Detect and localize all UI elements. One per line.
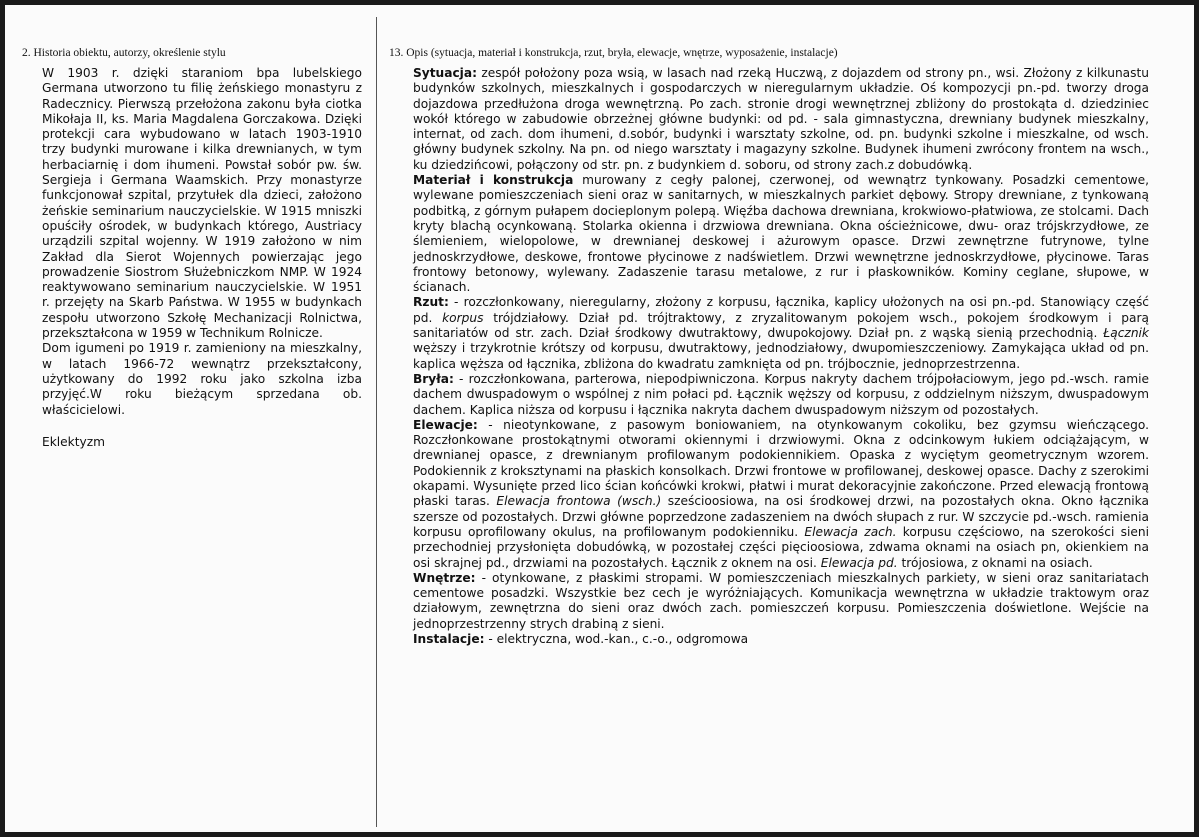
history-paragraph-2: Dom igumeni po 1919 r. zamieniony na mieszkalny, w latach 1966-72 wewnątrz przekształcony, użytkowany do 1992 roku jako szkolna izba przyjęć.W roku bieżącym sprzedana ob. właścicielowi. xyxy=(42,341,362,417)
wnetrze-paragraph xyxy=(413,571,1149,632)
elewacje-text-4: trójosiowa, z oknami na osiach. xyxy=(897,555,1093,570)
elewacje-text-3: korpusu częściowo, na szerokości sieni przechodniej przysłonięta dobudówką, w pozostałej części pięcioosiowa, zdwama oknami na osiach pn, okienkiem na osi skrajnej pd., drzwiami na pozostałych. Łącznik z oknem na osi. xyxy=(413,524,1150,570)
sytuacja-text: zespół położony poza wsią, w lasach nad rzeką Huczwą, z dojazdem od strony pn., wsi. Złożony z kilkunastu budynków szkolnych, mieszkalnych i gospodarczych w nieregularnym układzie. Oś kompozycji pn.-pd. tworzy droga dojazdowa przedłużona droga wewnętrzną. Po zach. stronie drogi wewnętrznej zbliżony do prostokąta d. dziedziniec wokół którego w zabudowie obrzeżnej główne budynki: od pd. - sala gimnastyczna, drewniany budynek mieszkalny, internat, od zach. dom ihumeni, d.sobór, budynki i warsztaty szkolne, od. pn. budynki szkolne i mieszkalne, od wsch. główny budynek szkolny. Na pn. od niego warsztaty i magazyny szkolne. Budynek ihumeni zwrócony frontem na wsch., ku dziedzińcowi, połączony od str. pn. z budynkiem d. soboru, od strony zach.z dobudówką. xyxy=(413,66,1149,172)
section-2-title: 2. Historia obiektu, autorzy, określenie stylu xyxy=(22,47,226,59)
rzut-paragraph xyxy=(413,295,1149,371)
wnetrze-text: - otynkowane, z płaskimi stropami. W pomieszczeniach mieszkalnych parkiety, w sieni oraz sanitariatach cementowe posadzki. Wszystkie bez cech je wyróżniających. Komunikacja wewnętrzna w układzie traktowym oraz działowym, zewnętrzna do sieni oraz dwóch zach. pomieszczeń korpusu. Pomieszczenia doświetlone. Wejście na jednoprzestrzenny strych drabiną z sieni. xyxy=(413,570,1149,631)
history-paragraph: W 1903 r. dzięki staraniom bpa lubelskiego Germana utworzono tu filię żeńskiego monastyru z Radecznicy. Pierwszą przełożona zakonu była ciotka Mikołaja II, ks. Maria Magdalena Gorczakowa. Dzięki protekcji cara wybudowano w latach 1903-1910 trzy budynki murowane i kilka drewnianych, w tym herbaciarnię i dom ihumeni. Powstał sobór pw. św. Sergieja i Germana Waamskich. Przy monastyrze funkcjonował szpital, przytułek dla dzieci, założono żeńskie seminarium nauczycielskie. W 1915 mniszki opuściły ośrodek, w budynkach którego, Austriacy urządzili szpital wojenny. W 1919 założono w nim Zakład dla Sierot Wojennych powierzając jego prowadzenie Siostrom Służebniczkom NMP. W 1924 reaktywowano seminarium nauczycielskie. W 1951 r. przejęty na Skarb Państwa. W 1955 w budynkach zespołu utworzono Szkołę Mechanizacji Rolnictwa, przekształcona w 1959 w Technikum Rolnicze. xyxy=(42,66,362,341)
elewacje-text-2: sześcioosiowa, na osi środkowej drzwi, na pozostałych okna. Okno łącznika szersze od pozostałych. Drzwi główne poprzedzone zadaszeniem na dwóch słupach z rur. W szczycie pd.-wsch. ramienia korpusu oprofilowany okulus, na profilowanym podokienniku. xyxy=(413,494,1149,539)
left-column xyxy=(22,47,362,450)
sytuacja-label: Sytuacja: xyxy=(413,66,477,80)
rzut-italic-1: korpus xyxy=(442,310,484,325)
material-paragraph xyxy=(413,173,1149,295)
elewacje-paragraph xyxy=(413,418,1149,571)
rzut-text-3: węższy i trzykrotnie krótszy od korpusu, dwutraktowy, jednodziałowy, dwupomieszczeniowy. Zamykająca układ od pn. kaplica węższa od łącznika, zbliżona do kwadratu zamknięta od pn. trójbocznie, jednoprzestrzenna. xyxy=(413,341,1149,371)
instalacje-label: Instalacje: xyxy=(413,631,485,646)
elewacje-italic-1: Elewacja frontowa (wsch.) xyxy=(496,494,662,509)
elewacje-text-1: - nieotynkowane, z pasowym boniowaniem, na otynkowanym cokoliku, bez gzymsu wieńczącego. Rozczłonkowane prostokątnymi otworami okiennymi i drzwiowymi. Okna z odcinkowym łukiem odciążającym, w drewnianej opasce, z drewnianym profilowanym podokiennikiem. Opaska z wyciętym geometrycznym wzorem. Podokiennik z kroksztynami na płaskich konsolkach. Drzwi frontowe w profilowanej, deskowej opasce. Dachy z szerokimi okapami. Wysunięte przed lico ścian końcówki krokwi, płatwi i murat dekoracyjnie zakończone. Przed elewacją frontową płaski taras. xyxy=(413,417,1149,509)
rzut-text-2: trójdziałowy. Dział pd. trójtraktowy, z zryzalitowanym pokojem wsch., pokojem środkowym i parą sanitariatów od str. zach. Dział środkowy dwutraktowy, dwupokojowy. Dział pn. z wąską sienią przechodnią. xyxy=(413,310,1149,341)
elewacje-italic-3: Elewacja pd. xyxy=(820,555,898,570)
elewacje-italic-2: Elewacja zach. xyxy=(804,524,897,539)
section-13-body xyxy=(389,66,1149,647)
material-text: murowany z cegły palonej, czerwonej, od wewnątrz tynkowany. Posadzki cementowe, wylewane pomieszczeniach sieni oraz w sanitarnych, w mieszkalnych parkiet dębowy. Stropy drewniane, z tynkowaną podbitką, z górnym pułapem docieplonym polepą. Więźba dachowa drewniana, krokwiowo-płatwiowa, ze stolcami. Dach kryty blachą ocynkowaną. Stolarka okienna i drzwiowa drewniana. Okna ościeżnicowe, dwu- oraz trójskrzydłowe, ze ślemieniem, wielopolowe, w drewnianej deskowej i ażurowym opasce. Drzwi zewnętrzne futrynowe, tylne jednoskrzydłowe, deskowe, frontowe płycinowe z nadświetlem. Drzwi wewnętrzne jednoskrzydłowe, płycinowe. Taras frontowy betonowy, wylewany. Zadaszenie tarasu metalowe, z rur i płaskowników. Kominy ceglane, słupowe, w ścianach. xyxy=(413,173,1149,295)
bryla-label: Bryła: xyxy=(413,371,454,386)
sytuacja-paragraph xyxy=(413,66,1149,173)
document-page xyxy=(5,5,1194,832)
rzut-label: Rzut: xyxy=(413,295,449,310)
rzut-text-1: - rozczłonkowany, nieregularny, złożony z korpusu, łącznika, kaplicy ułożonych na osi pn.-pd. Stanowiący część pd. xyxy=(413,295,1149,325)
bryla-paragraph xyxy=(413,372,1149,418)
wnetrze-label: Wnętrze: xyxy=(413,570,476,585)
instalacje-paragraph xyxy=(413,632,1149,647)
instalacje-text: - elektryczna, wod.-kan., c.-o., odgromowa xyxy=(484,631,749,646)
rzut-italic-2: Łącznik xyxy=(1103,326,1149,341)
bryla-text: - rozczłonkowana, parterowa, niepodpiwniczona. Korpus nakryty dachem trójpołaciowym, jego pd.-wsch. ramie dachem dwuspadowym o wspólnej z nim połaci pd. Łącznik węższy od korpusu, z oddzielnym niższym, dwuspadowym dachem. Kaplica niższa od korpusu i łącznika nakryta dachem dwuspadowym niższym od pozostałych. xyxy=(413,371,1149,417)
material-label: Materiał i konstrukcja xyxy=(413,173,574,188)
style-value: Eklektyzm xyxy=(42,434,105,449)
section-13-title: 13. Opis (sytuacja, materiał i konstrukcja, rzut, bryła, elewacje, wnętrze, wyposażenie, instalacje) xyxy=(389,47,838,59)
elewacje-label: Elewacje: xyxy=(413,417,478,432)
section-2-body xyxy=(22,66,362,450)
right-column xyxy=(389,47,1149,647)
column-divider xyxy=(376,17,377,827)
